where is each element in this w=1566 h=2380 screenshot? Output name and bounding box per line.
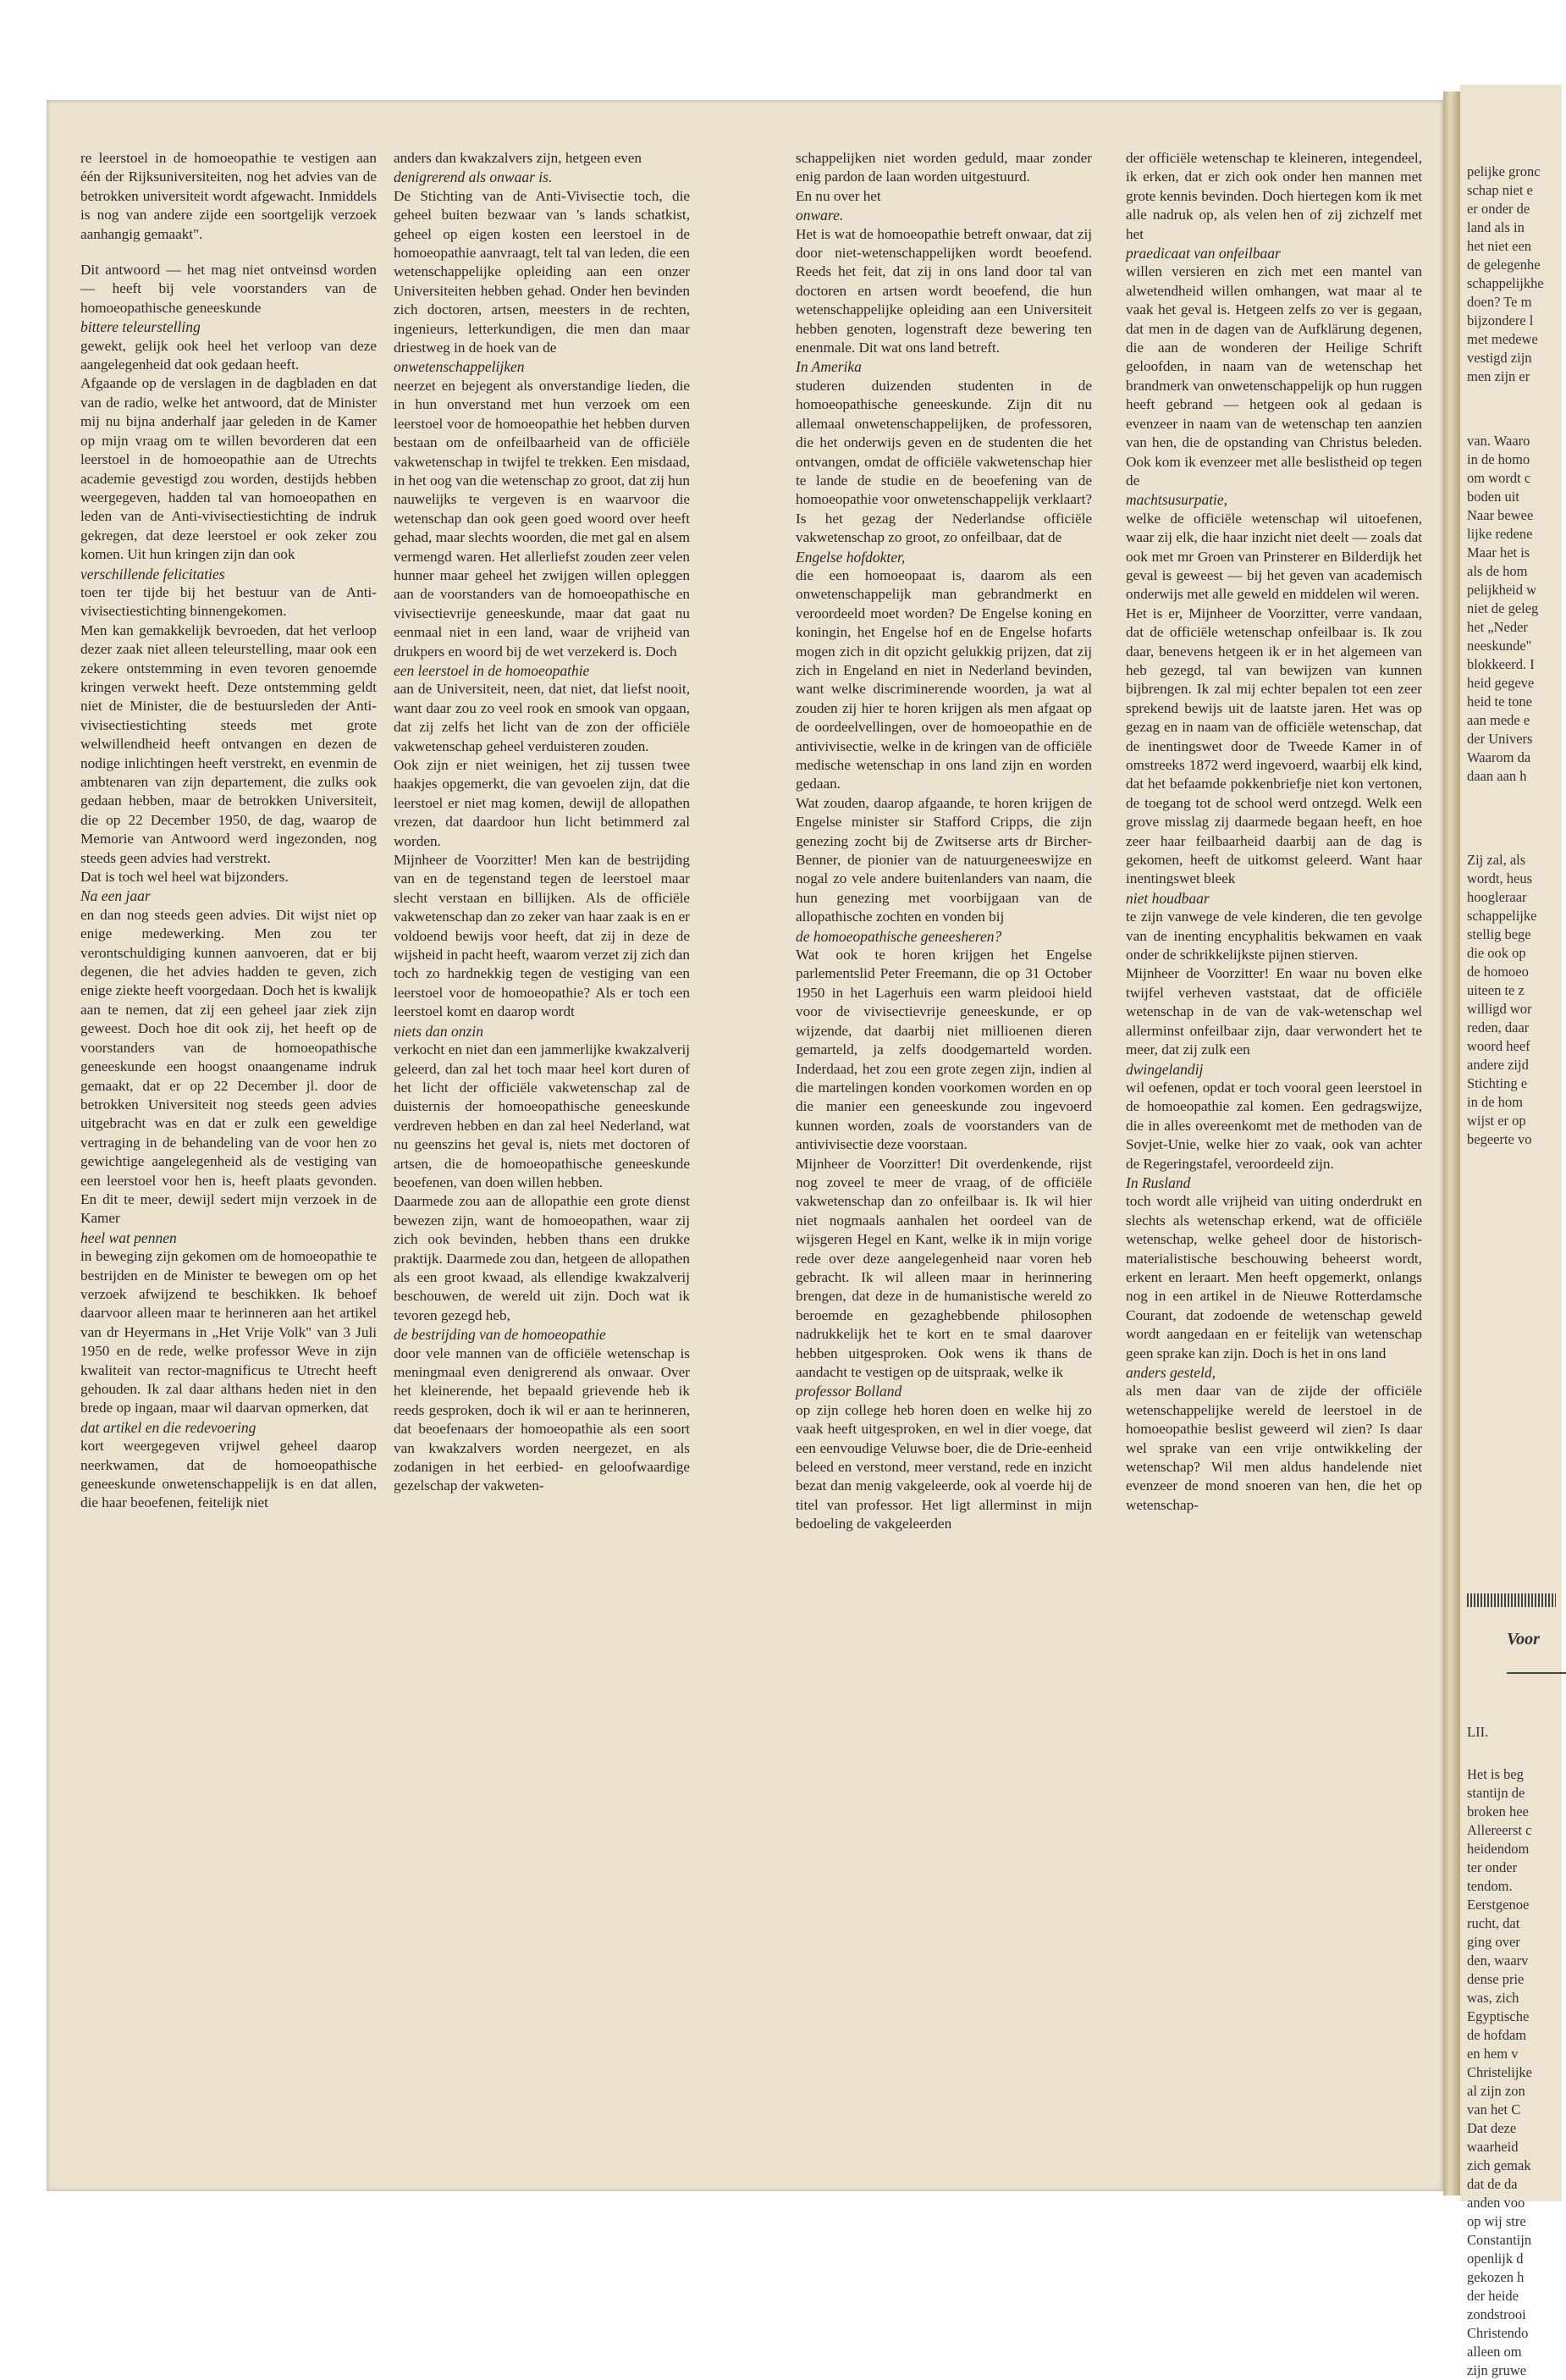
subheading: professor Bolland bbox=[796, 1383, 902, 1400]
paragraph: Daarmede zou aan de allopathie een grote dienst bewezen zijn, want de homoeopathen, waar zij zich ook bevinden, hebben thans een drukke praktijk. Daarmede zou dan, hetgeen de allopathen als een groot kwaad, als ellendige kwakzalverij beschouwen, de wereld uit zijn. Doch wat ik tevoren gezegd heb, bbox=[394, 1193, 690, 1323]
paragraph: toch wordt alle vrijheid van uiting onderdrukt en slechts als wetenschap erkend, wat de officiële wetenschap, welke geheel door de historisch-materialistische beschouwing beheerst wordt, erkent en leraart. Men heeft opgemerkt, onlangs nog in een artikel in de Nieuwe Rotterdamsche Courant, dat zodoende de wetenschap geweld wordt aangedaan en er feitelijk van wetenschap geen sprake kan zijn. Doch is het in ons land bbox=[1126, 1193, 1422, 1361]
paragraph: Wat zouden, daarop afgaande, te horen krijgen de Engelse minister sir Stafford Cripps, die zijn genezing zocht bij de Zwitserse arts dr Bircher-Benner, de pionier van de natuurgeneeswijze en nogal zo vele andere buitenlanders van naam, die hun genezing met voorbijgaan van de allopathische zochten en vonden bij bbox=[796, 794, 1092, 925]
paragraph: Ook zijn er niet weinigen, het zij tussen twee haakjes opgemerkt, die van gevoelen zijn, dat die leerstoel er niet mag komen, dewijl de allopathen vrezen, dat daardoor hun licht betimmerd zal worden. bbox=[394, 757, 690, 849]
paragraph: verkocht en niet dan een jammerlijke kwakzalverij geleerd, dan zal het toch maar heel kort duren of het licht der officiële vakwetenschap zal de duisternis der homoeopathische geneeskunde verdreven hebben en dan zal heel Nederland, wat nu geenszins het geval is, niets met doctoren of artsen, die de homoeopathische geneeskunde beoefenen, van doen willen hebben. bbox=[394, 1041, 690, 1190]
paragraph: neerzet en bejegent als onverstandige lieden, die in hun onverstand met hun verzoek om een leerstoel voor de homoeopathie het hebben durven bestaan om de onfeilbaarheid van de officiële vakwetenschap in twijfel te trekken. Een misdaad, in het oog van die wetenschap zo groot, dat zij hun nauwelijks te vergeven is en waarvoor die wetenschap dan ook geen goed woord over heeft gehad, maar slechts woorden, die met gal en alsem vermengd waren. Het allerliefst zouden zeer velen hunner maar geheel het zwijgen willen opleggen aan de voorstanders van de homoeopathische en vivisectievrije geneeskunde, maar dat gaat nu eenmaal niet in een land, waar de vrijheid van drukpers en woord bij de wet verzekerd is. Doch bbox=[394, 377, 690, 660]
subheading: In Rusland bbox=[1126, 1173, 1191, 1191]
paragraph: in beweging zijn gekomen om de homoeopathie te bestrijden en de Minister te bewegen om op het verzoek afwijzend te beschikken. Ik behoef daarvoor alleen maar te herinneren aan het artikel van dr Heyermans in „Het Vrije Volk" van 3 Juli 1950 en de rede, welke professor Weve in zijn kwaliteit van rector-magnificus te Utrecht heeft gehouden. Ik zal daar althans heden niet in den brede op ingaan, maar wil daarvan opmerken, dat bbox=[80, 1248, 377, 1416]
paragraph-gap bbox=[80, 244, 377, 261]
paragraph: die een homoeopaat is, daarom als een onwetenschappelijk man gebrandmerkt en veroordeeld moet worden? De Engelse koning en koningin, het Engelse hof en de Engelse hofarts mogen zich in dit opzicht gelukkig prijzen, dat zij zich in Engeland en niet in Nederland bevinden, want welke discriminerende woorden, ja wat al zouden zij hier te horen krijgen als men afgaat op de oordeelvellingen, over de homoeopathie en de antivivisectie, welke in de kringen van de officiële medische wetenschap in ons land zijn en worden gedaan. bbox=[796, 566, 1092, 792]
paragraph: Mijnheer de Voorzitter! En waar nu boven elke twijfel verheven vaststaat, dat de officiële wetenschap in de van de vak-wetenschap wel allerminst onfeilbaar zijn, daar verwondert het te meer, dat zij zulk een bbox=[1126, 965, 1422, 1058]
next-page-fragment-3: Zij zal, als wordt, heus hoogleraar schappelijke stellig bege die ook op de homoeo uiteen te z willigd wor reden, daar woord heef andere zijd Stichting e in de hom wijst er op begeerte vo bbox=[1467, 852, 1537, 1147]
subheading: niet houdbaar bbox=[1126, 889, 1210, 907]
subheading: onwetenschappelijken bbox=[394, 358, 525, 376]
paragraph: wil oefenen, opdat er toch vooral geen leerstoel in de homoeopathie zal komen. Een gedragswijze, die in alles overeenkomt met de methoden van de Sovjet-Unie, welke hier zo vaak, ook van achter de Regeringstafel, veroordeeld zijn. bbox=[1126, 1079, 1422, 1172]
paragraph: De Stichting van de Anti-Vivisectie toch, die geheel buiten bezwaar van 's lands schatkist, geheel op eigen kosten een leerstoel in de homoeopathie aanvraagt, telt tal van leden, die een wetenschappelijke opleiding aan een onzer Universiteiten hebben gehad. Onder hen bevinden zich doctoren, artsen, meesters in de rechten, ingenieurs, letterkundigen, die men dan maar driestweg in de hoek van de bbox=[394, 187, 690, 356]
subheading: de bestrijding van de homoeopathie bbox=[394, 1326, 606, 1344]
next-page-heading: Voor bbox=[1507, 1630, 1540, 1648]
subheading: de homoeopathische geneesheren? bbox=[796, 927, 1002, 945]
next-page-edge bbox=[1460, 85, 1562, 2378]
paragraph: Mijnheer de Voorzitter! Dit overdenkende, rijst nog zoveel te meer de vraag, of de officiële vakwetenschap dan zo onfeilbaar is. Ik wil hier niet nogmaals aanhalen het oordeel van de wijsgeren Hegel en Kant, welke ik in mijn vorige rede over deze aangelegenheid naar voren heb gebracht. Ik wil alleen maar in herinnering brengen, dat deze in de humanistische wereld zo beroemde en gezaghebbende philosophen nadrukkelijk het te kort en te smal daarover hebben uitgesproken. Ook wens ik thans de aandacht te vestigen op de uitspraak, welke ik bbox=[796, 1155, 1092, 1380]
subheading: dwingelandij bbox=[1126, 1060, 1204, 1078]
paragraph: Dat is toch wel heel wat bijzonders. bbox=[80, 869, 289, 886]
column-2 bbox=[394, 149, 690, 1496]
paragraph: kort weergegeven vrijwel geheel daarop neerkwamen, dat de homoeopathische geneeskunde onwetenschappelijk is en dat allen, die haar beoefenen, feitelijk niet bbox=[80, 1438, 377, 1511]
paragraph: Mijnheer de Voorzitter! Men kan de bestrijding van en de tegenstand tegen de leerstoel maar slecht verstaan en billijken. Als de officiële vakwetenschap dan zo zeker van haar zaak is en er voldoend bewijs voor heeft, dat zij in deze de wijsheid in pacht heeft, waarom verzet zij zich dan toch zo hardnekkig tegen de vestiging van een leerstoel voor de homoeopathie? Als er toch een leerstoel komt en daarop wordt bbox=[394, 852, 690, 1020]
subheading: heel wat pennen bbox=[80, 1229, 177, 1246]
page-spine bbox=[1443, 91, 1460, 2195]
subheading: machtsusurpatie, bbox=[1126, 491, 1228, 509]
barcode-strip bbox=[1467, 1593, 1556, 1607]
paragraph: anders dan kwakzalvers zijn, hetgeen even bbox=[394, 150, 642, 166]
paragraph: re leerstoel in de homoeopathie te vestigen aan één der Rijksuniversiteiten, nog het advies van de betrokken universiteit wordt afgewacht. Inmiddels is nog van andere zijde een soortgelijk verzoek aanhangig gemaakt". bbox=[80, 150, 377, 242]
paragraph: toen ter tijde bij het bestuur van de Anti-vivisectiestichting binnengekomen. bbox=[80, 583, 377, 620]
subheading: anders gesteld, bbox=[1126, 1364, 1216, 1381]
paragraph: En nu over het bbox=[796, 187, 881, 204]
paragraph: schappelijken niet worden geduld, maar zonder enig pardon de laan worden uitgestuurd. bbox=[796, 150, 1092, 185]
next-page-fragment-4: Het is beg stantijn de broken hee Allereerst c heidendom ter onder tendom. Eerstgenoe rucht, dat ging over den, waarv dense prie was, zich Egyptische de hofdam en hem v Christelijke al zijn zon van het C Dat deze waarheid zich gemak dat de da anden voo op wij stre Constantijn openlijk d gekozen h der heide zondstrooi Christendo alleen om zijn gruwe bbox=[1467, 1766, 1532, 2378]
newspaper-page bbox=[47, 100, 1443, 2191]
subheading: Na een jaar bbox=[80, 887, 151, 905]
paragraph: gewekt, gelijk ook heel het verloop van deze aangelegenheid dat ook gedaan heeft. bbox=[80, 337, 377, 373]
paragraph: aan de Universiteit, neen, dat niet, dat liefst nooit, want daar zou zo veel rook en smook van opgaan, dat zij zelfs het licht van de zon der officiële vakwetenschap geheel verduisteren zouden. bbox=[394, 681, 690, 754]
subheading: een leerstoel in de homoeopathie bbox=[394, 661, 590, 679]
subheading: verschillende felicitaties bbox=[80, 565, 225, 583]
paragraph: welke de officiële wetenschap wil uitoefenen, waar zij elk, die haar inzicht niet deelt — zoals dat ook met mr Groen van Prinsterer en Bilderdijk het geval is geweest — bij het geven van academisch onderwijs met alle geweld en middelen wil weren. bbox=[1126, 510, 1422, 603]
paragraph: als men daar van de zijde der officiële wetenschappelijke wereld de leerstoel in de homoeopathie beslist geweerd wil zien? Is daar wel sprake van een vrije ontwikkeling der wetenschap? Wil men aldus handelende niet evenzeer de mond snoeren van hen, die het op wetenschap- bbox=[1126, 1383, 1422, 1513]
paragraph: der officiële wetenschap te kleineren, integendeel, ik erken, dat er zich ook onder hen mannen met grote kennis bevinden. Doch hiertegen kom ik met alle nadruk op, als velen hen of zij zichzelf met het bbox=[1126, 150, 1422, 242]
paragraph: op zijn college heb horen doen en welke hij zo vaak heeft uitgesproken, en wel in dier voege, dat een eenvoudige Veluwse boer, die de Drie-eenheid beleed en verstond, meer verstand, rede en inzicht bezat dan menig vakgeleerde, ook al voerde hij de titel van professor. Het ligt allerminst in mijn bedoeling de vakgeleerden bbox=[796, 1401, 1092, 1532]
column-1 bbox=[80, 149, 377, 1513]
subheading: denigrerend als onwaar is. bbox=[394, 168, 553, 186]
paragraph: studeren duizenden studenten in de homoeopathische geneeskunde. Zijn dit nu allemaal onwetenschappelijken, de professoren, die het onderwijs geven en de studenten die het ontvangen, omdat de officiële vakwetenschap hier te lande de studie en de beoefening van de homoeopathie voor onwetenschappelijk verklaart? Is het gezag der Nederlandse officiële vakwetenschap zo groot, zo onfeilbaar, dat de bbox=[796, 377, 1092, 546]
column-4 bbox=[1126, 149, 1422, 1515]
subheading: praedicaat van onfeilbaar bbox=[1126, 245, 1281, 262]
next-page-fragment-2: van. Waaro in de homo om wordt c boden uit Naar bewee lijke redene Maar het is als de hom pelijkheid w niet de geleg het „Neder neeskunde" blokkeerd. I heid gegeve heid te tone aan mede e der Univers Waarom da daan aan h bbox=[1467, 433, 1539, 784]
paragraph: Het is wat de homoeopathie betreft onwaar, dat zij door niet-wetenschappelijken wordt beoefend. Reeds het feit, dat zij in ons land door tal van doctoren en artsen wordt beoefend, die hun wetenschappelijke opleiding aan een Universiteit hebben genoten, logenstraft deze bewering ten enenmale. Dit wat ons land betreft. bbox=[796, 225, 1092, 356]
paragraph: door vele mannen van de officiële wetenschap is meningmaal even denigrerend als onwaar. Over het kleinerende, het bepaald grievende heb ik reeds gesproken, doch ik wil er aan te herinneren, dat beoefenaars der homoeopathie als een soort van kwakzalvers worden neergezet, en als zodanigen in het eerbied- en geloofwaardige gezelschap der vakweten- bbox=[394, 1345, 690, 1494]
paragraph: te zijn vanwege de vele kinderen, die ten gevolge van de inenting encyphalitis bekwamen en vaak onder de schrikkelijkste pijnen stierven. bbox=[1126, 908, 1422, 964]
next-page-numeral: LII. bbox=[1467, 1724, 1489, 1740]
paragraph: Dit antwoord — het mag niet ontveinsd worden — heeft bij vele voorstanders van de homoeopathische geneeskunde bbox=[80, 262, 377, 316]
paragraph: Men kan gemakkelijk bevroeden, dat het verloop dezer zaak niet alleen teleurstelling, maar ook een zekere ontstemming in even tevoren genoemde kringen verwekt heeft. Deze ontstemming geldt niet de Minister, die de bestuursleden der Anti-vivisectiestichting steeds met grote welwillendheid heeft ontvangen en dezen de nodige inlichtingen heeft verstrekt, en evenmin de ambtenaren van zijn departement, die zulks ook gedaan hebben, maar de betrokken Universiteit, die op 22 December 1950, de dag, waarop de Memorie van Antwoord werd ingezonden, nog steeds geen advies had verstrekt. bbox=[80, 621, 377, 866]
subheading: In Amerika bbox=[796, 358, 862, 376]
paragraph: Wat ook te horen krijgen het Engelse parlementslid Peter Freemann, die op 31 October 1950 in het Lagerhuis een warm pleidooi hield voor de vivisectievrije geneeskunde, er op wijzende, dat daarbij niet millioenen dieren gemarteld, ja zelfs doodgemarteld worden. Inderdaad, het zou een grote zegen zijn, indien al die martelingen konden voorkomen worden en op die manier een geneeskunde zou ingevoerd kunnen worden, zoals de voorstanders van de antivivisectie deze voorstaan. bbox=[796, 947, 1092, 1153]
subheading: bittere teleurstelling bbox=[80, 318, 201, 336]
subheading: niets dan onzin bbox=[394, 1022, 483, 1040]
paragraph: Afgaande op de verslagen in de dagbladen en dat van de radio, welke het antwoord, dat de Minister mij nu bijna anderhalf jaar geleden in de Kamer op mijn vraag om te willen bevorderen dat een leerstoel in de homoeopathie aan de Utrechts academie gevestigd zou worden, destijds hebben weergegeven, hadden tal van homoeopathen en leden van de Anti-vivisectiestichting de indruk gekregen, dat deze leerstoel er ook zeker zou komen. Uit hun kringen zijn dan ook bbox=[80, 375, 377, 563]
heading-rule bbox=[1507, 1672, 1566, 1674]
subheading: onware. bbox=[796, 207, 844, 224]
subheading: dat artikel en die redevoering bbox=[80, 1418, 256, 1436]
subheading: Engelse hofdokter, bbox=[796, 548, 906, 566]
paragraph: willen versieren en zich met een mantel van alwetendheid willen omhangen, wat maar al te vaak het geval is. Hetgeen zelfs zo ver is gegaan, dat men in de dagen van de Aufklärung degenen, die aan de wonderen der Heilige Schrift geloofden, in naam van de wetenschap het brandmerk van onwetenschappelijk op hun ruggen heeft gebrand — hetgeen ook al gedaan is evenzeer in naam van de wetenschap ten aanzien van hen, die de opstanding van Christus beleden. Ook kom ik evenzeer met alle beslistheid op tegen de bbox=[1126, 263, 1422, 489]
paragraph: Het is er, Mijnheer de Voorzitter, verre vandaan, dat de officiële wetenschap onfeilbaar is. Ik zou daar, benevens hetgeen ik er in het algemeen van heb gezegd, tal van bewijzen van kunnen bijbrengen. Ik zal mij echter bepalen tot een zeer sprekend bewijs uit de laatste jaren. Het was op gezag en in naam van de officiële wetenschap, dat de inentingswet door de Tweede Kamer in of omstreeks 1872 werd ingevoerd, waarbij elk kind, dat het befaamde pokkenbriefje niet kon vertonen, de toegang tot de school werd ontzegd. Welk een grove misslag zij daarmede begaan heeft, en hoe zeer haar feilbaarheid daarbij aan de dag is gekomen, heeft de uitkomst geleerd. Want haar inentingswet bleek bbox=[1126, 605, 1422, 887]
next-page-fragment-1: pelijke gronc schap niet e er onder de land als in het niet een de gelegenhe schappelijkhe doen? Te m bijzondere l met medewe vestigd zijn men zijn er bbox=[1467, 163, 1544, 384]
paragraph: en dan nog steeds geen advies. Dit wijst niet op enige medewerking. Men zou ter verontschuldiging kunnen aanvoeren, dat er bij degenen, die het advies hadden te geven, zich enige ziekte heeft voorgedaan. Doch het is kwalijk aan te nemen, dat zij een geheel jaar ziek zijn geweest. Doch hoe dit ook zij, het heeft op de voorstanders van de homoeopathische geneeskunde een hoogst onaangename indruk gemaakt, dat er op 22 December jl. door de betrokken Universiteit nog steeds geen advies uitgebracht was en dat er zulk een geweldige vertraging in de behandeling van de voor hen zo gewichtige aangelegenheid als de vestiging van een leerstoel voor hen is, heeft plaats gevonden. En dit te meer, dewijl sedert mijn verzoek in de Kamer bbox=[80, 906, 377, 1227]
column-3 bbox=[796, 149, 1092, 1534]
